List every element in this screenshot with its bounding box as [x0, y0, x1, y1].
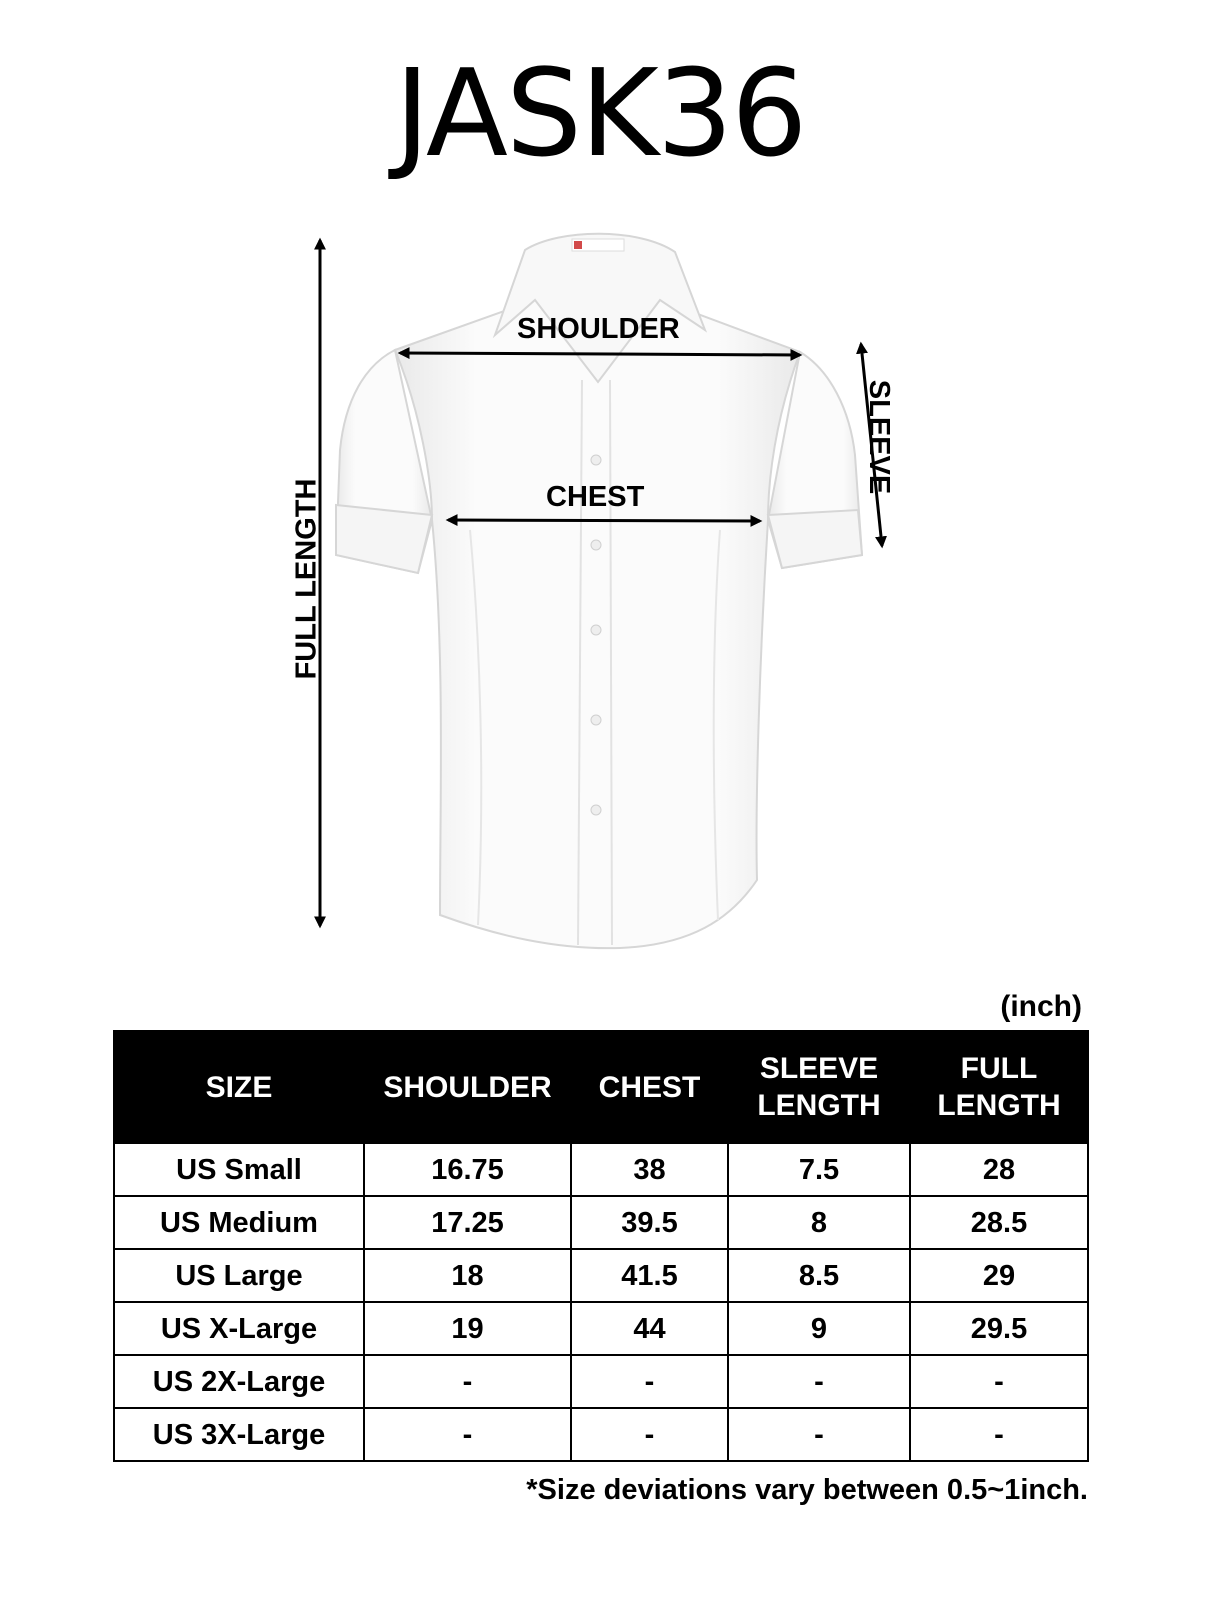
table-row: [114, 1355, 1088, 1408]
size-cell: US Large: [114, 1249, 364, 1302]
table-row: [114, 1143, 1088, 1196]
size-deviation-footnote: *Size deviations vary between 0.5~1inch.: [526, 1474, 1088, 1506]
table-row: [114, 1302, 1088, 1355]
sleeve-cell: 7.5: [728, 1143, 910, 1196]
chest-cell: 39.5: [571, 1196, 728, 1249]
unit-label: (inch): [1000, 990, 1082, 1023]
table-row: [114, 1408, 1088, 1461]
header-sleeve-length: SLEEVE LENGTH: [728, 1031, 910, 1143]
shoulder-cell: 18: [364, 1249, 571, 1302]
header-chest: CHEST: [571, 1031, 728, 1143]
chest-cell: 38: [571, 1143, 728, 1196]
brand-tag-icon: [572, 239, 624, 251]
header-size: SIZE: [114, 1031, 364, 1143]
full-length-cell: -: [910, 1355, 1088, 1408]
table-row: [114, 1249, 1088, 1302]
size-cell: US 2X-Large: [114, 1355, 364, 1408]
product-code-title: JASK36: [394, 45, 806, 184]
shoulder-arrow: [400, 353, 800, 355]
full-length-label: FULL LENGTH: [290, 478, 323, 680]
full-length-cell: -: [910, 1408, 1088, 1461]
sleeve-cell: 8.5: [728, 1249, 910, 1302]
size-chart-table: [113, 1030, 1089, 1462]
size-cell: US Small: [114, 1143, 364, 1196]
sleeve-cell: -: [728, 1408, 910, 1461]
full-length-cell: 28: [910, 1143, 1088, 1196]
size-cell: US Medium: [114, 1196, 364, 1249]
full-length-cell: 29.5: [910, 1302, 1088, 1355]
full-length-cell: 29: [910, 1249, 1088, 1302]
shoulder-cell: 19: [364, 1302, 571, 1355]
shoulder-cell: 17.25: [364, 1196, 571, 1249]
shoulder-label: SHOULDER: [517, 313, 680, 345]
sleeve-cell: 8: [728, 1196, 910, 1249]
header-shoulder: SHOULDER: [364, 1031, 571, 1143]
table-row: [114, 1196, 1088, 1249]
header-full-length: FULL LENGTH: [910, 1031, 1088, 1143]
sleeve-label: SLEEVE: [863, 379, 896, 495]
chest-cell: -: [571, 1355, 728, 1408]
sleeve-cell: -: [728, 1355, 910, 1408]
chest-arrow: [448, 520, 760, 521]
size-cell: US X-Large: [114, 1302, 364, 1355]
chest-label: CHEST: [546, 481, 645, 513]
size-cell: US 3X-Large: [114, 1408, 364, 1461]
chest-cell: -: [571, 1408, 728, 1461]
shoulder-cell: -: [364, 1355, 571, 1408]
shoulder-cell: -: [364, 1408, 571, 1461]
chest-cell: 41.5: [571, 1249, 728, 1302]
chest-cell: 44: [571, 1302, 728, 1355]
shoulder-cell: 16.75: [364, 1143, 571, 1196]
full-length-cell: 28.5: [910, 1196, 1088, 1249]
table-header-row: [114, 1031, 1088, 1143]
sleeve-cell: 9: [728, 1302, 910, 1355]
